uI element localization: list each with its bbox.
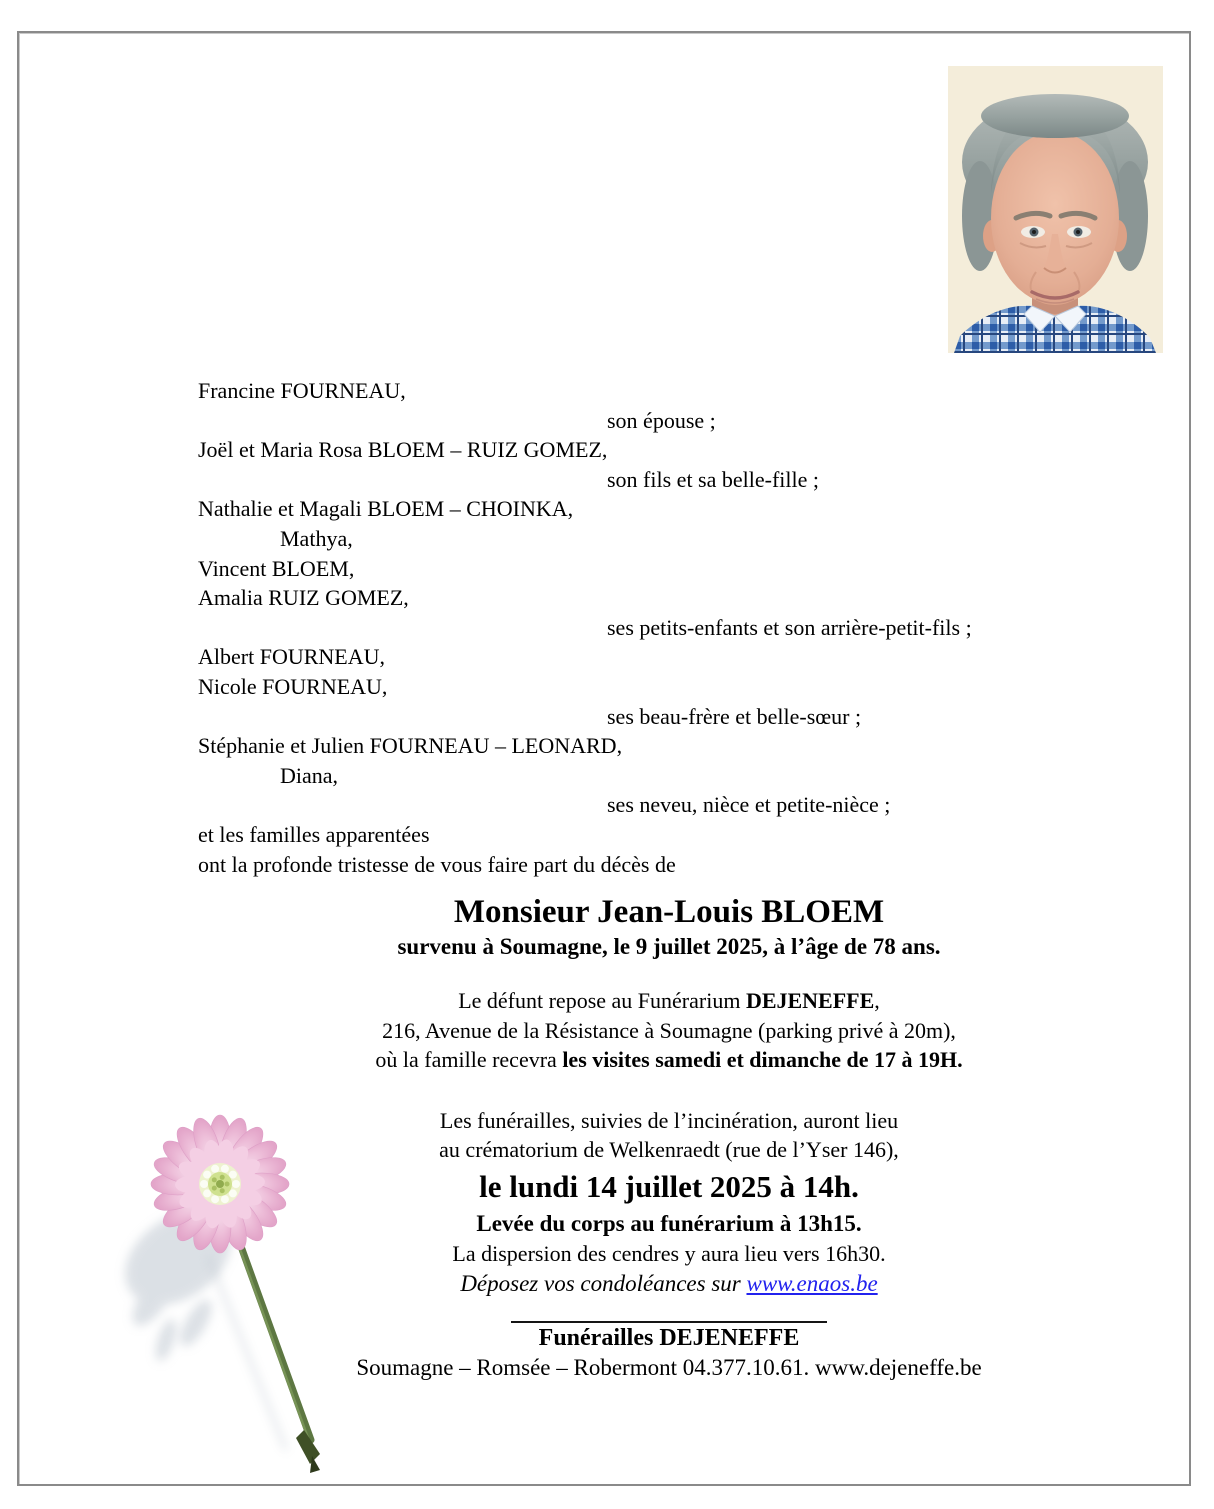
family-member-line: Joël et Maria Rosa BLOEM – RUIZ GOMEZ, bbox=[198, 437, 608, 463]
death-date-line: survenu à Soumagne, le 9 juillet 2025, à l’âge de 78 ans. bbox=[397, 934, 941, 959]
family-member-line: Albert FOURNEAU, bbox=[198, 644, 385, 670]
relationship-line: son fils et sa belle-fille ; bbox=[607, 466, 819, 492]
portrait-image bbox=[948, 66, 1163, 353]
family-member-line: ont la profonde tristesse de vous faire part du décès de bbox=[198, 851, 676, 877]
funeral-home-contact: Soumagne – Romsée – Robermont 04.377.10.61. www.dejeneffe.be bbox=[356, 1354, 982, 1380]
family-member-line: Mathya, bbox=[280, 525, 353, 551]
repose-line: Le défunt repose au Funérarium DEJENEFFE, bbox=[458, 988, 880, 1013]
relationship-line: ses petits-enfants et son arrière-petit-fils ; bbox=[607, 614, 972, 640]
family-member-line: Nathalie et Magali BLOEM – CHOINKA, bbox=[198, 496, 574, 522]
address-line: 216, Avenue de la Résistance à Soumagne (parking privé à 20m), bbox=[382, 1017, 956, 1043]
relationship-line: ses beau-frère et belle-sœur ; bbox=[607, 703, 862, 729]
family-member-line: Amalia RUIZ GOMEZ, bbox=[198, 585, 409, 611]
ceremony-date-line: le lundi 14 juillet 2025 à 14h. bbox=[479, 1168, 859, 1204]
relationship-line: ses neveu, nièce et petite-nièce ; bbox=[607, 792, 891, 818]
family-member-line: Vincent BLOEM, bbox=[198, 555, 355, 581]
family-member-line: et les familles apparentées bbox=[198, 821, 430, 847]
funeral-line-2: au crématorium de Welkenraedt (rue de l’Yser 146), bbox=[439, 1137, 899, 1162]
dispersion-line: La dispersion des cendres y aura lieu vers 16h30. bbox=[452, 1240, 886, 1266]
visits-line: où la famille recevra les visites samedi et dimanche de 17 à 19H. bbox=[375, 1047, 963, 1072]
relationship-line: son épouse ; bbox=[607, 407, 716, 433]
enaos-link[interactable]: www.enaos.be bbox=[746, 1270, 878, 1296]
flower-photo bbox=[108, 1088, 338, 1478]
funeral-home-name: Funérailles DEJENEFFE bbox=[538, 1324, 800, 1351]
repose-paragraph bbox=[150, 986, 1188, 1075]
levee-line: Levée du corps au funérarium à 13h15. bbox=[476, 1210, 862, 1236]
funeral-line-1: Les funérailles, suivies de l’incinération, auront lieu bbox=[439, 1107, 899, 1133]
family-member-line: Stéphanie et Julien FOURNEAU – LEONARD, bbox=[198, 733, 623, 759]
family-list bbox=[198, 376, 1118, 879]
flower-image bbox=[108, 1088, 338, 1478]
condolences-line: Déposez vos condoléances sur www.enaos.be bbox=[460, 1270, 878, 1296]
portrait-photo bbox=[948, 66, 1163, 353]
family-member-line: Francine FOURNEAU, bbox=[198, 378, 406, 403]
family-member-line: Diana, bbox=[280, 762, 339, 788]
deceased-name-title: Monsieur Jean-Louis BLOEM bbox=[453, 894, 885, 930]
family-member-line: Nicole FOURNEAU, bbox=[198, 673, 388, 699]
